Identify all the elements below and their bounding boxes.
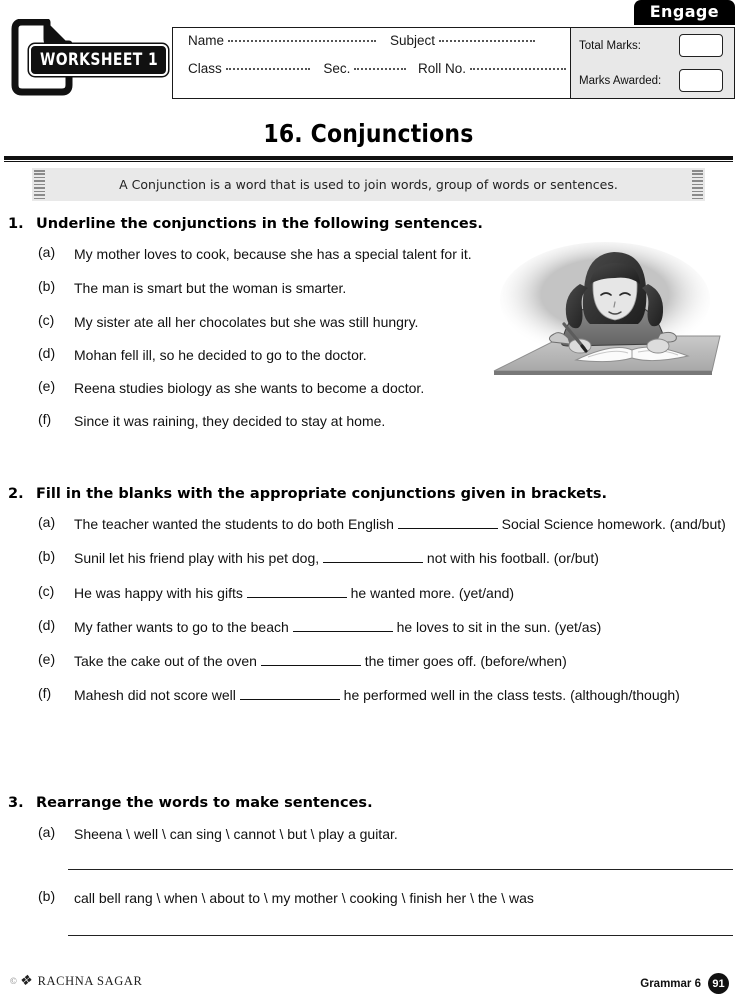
- question-2-instruction: Fill in the blanks with the appropriate conjunctions given in brackets.: [36, 486, 608, 502]
- sec-input[interactable]: [354, 68, 406, 70]
- question-2: [8, 486, 733, 706]
- total-marks-row: [571, 28, 734, 63]
- item-label: (a): [38, 244, 56, 260]
- definition-banner: [32, 168, 705, 201]
- definition-text: A Conjunction is a word that is used to join words, group of words or sentences.: [119, 177, 618, 192]
- item-label: (d): [38, 344, 56, 361]
- marks-awarded-row: [571, 63, 734, 98]
- item-text-after: the timer goes off. (before/when): [364, 653, 567, 670]
- publisher-credit: [10, 973, 142, 989]
- item-text: My sister ate all her chocolates but she was still hungry.: [74, 313, 419, 330]
- item-label: (d): [38, 616, 56, 633]
- item-text: [74, 685, 733, 705]
- item-text-after: he wanted more. (yet/and): [350, 584, 515, 601]
- item-text: The man is smart but the woman is smarter.: [74, 280, 347, 297]
- question-3: [8, 795, 733, 909]
- sec-label: Sec.: [323, 61, 351, 76]
- item-text: Reena studies biology as she wants to become a doctor.: [74, 380, 425, 397]
- question-2-item-e: [8, 651, 733, 671]
- engage-tab[interactable]: Engage: [634, 0, 735, 25]
- publisher-name: RACHNA SAGAR: [37, 973, 143, 988]
- item-label: (f): [38, 411, 52, 428]
- item-label: (e): [38, 651, 56, 668]
- answer-blank[interactable]: [398, 528, 498, 529]
- book-page-info: [640, 973, 729, 994]
- marks-box: [570, 28, 734, 98]
- item-text: [74, 548, 733, 568]
- question-1-item-d: [8, 345, 733, 365]
- question-2-item-d: [8, 617, 733, 637]
- marks-awarded-label: Marks Awarded:: [579, 74, 662, 87]
- question-1-heading: [8, 216, 733, 232]
- item-label: (c): [38, 311, 55, 328]
- item-label: (e): [38, 378, 56, 395]
- field-row-1: [188, 33, 566, 61]
- question-3-item-b: [8, 888, 733, 908]
- copyright-icon: ©: [10, 976, 18, 986]
- question-1-item-e: [8, 378, 733, 398]
- total-marks-label: Total Marks:: [579, 39, 641, 52]
- rachna-sagar-logo-icon: ❖: [18, 973, 36, 989]
- student-fields: [188, 33, 566, 93]
- item-label: (a): [38, 824, 56, 840]
- item-text: [74, 617, 733, 637]
- roll-field[interactable]: [418, 61, 566, 76]
- book-name: Grammar 6: [640, 977, 701, 990]
- question-2-heading: [8, 486, 733, 502]
- subject-label: Subject: [390, 33, 436, 48]
- item-label: (a): [38, 514, 56, 530]
- answer-line-3a[interactable]: [68, 869, 733, 870]
- item-label: (c): [38, 582, 55, 599]
- item-label: (b): [38, 278, 56, 295]
- item-text-before: Mahesh did not score well: [74, 687, 236, 704]
- item-text: Sheena \ well \ can sing \ cannot \ but \ play a guitar.: [74, 826, 398, 842]
- subject-input[interactable]: [439, 40, 535, 42]
- page-title: [0, 119, 737, 148]
- title-divider: [4, 156, 733, 160]
- question-3-instruction: Rearrange the words to make sentences.: [36, 795, 373, 811]
- item-label: (b): [38, 548, 56, 565]
- page-footer: [0, 973, 737, 1000]
- question-1: [8, 216, 733, 432]
- name-input[interactable]: [228, 40, 376, 42]
- answer-blank[interactable]: [247, 597, 347, 598]
- item-text: [74, 514, 733, 534]
- total-marks-input[interactable]: [679, 34, 723, 57]
- name-field[interactable]: [188, 33, 376, 48]
- item-text-after: not with his football. (or/but): [426, 550, 599, 567]
- question-1-item-b: [8, 278, 733, 298]
- page-number: 91: [708, 973, 729, 994]
- item-text: My mother loves to cook, because she has a special talent for it.: [74, 246, 472, 262]
- item-text-before: Sunil let his friend play with his pet dog,: [74, 550, 320, 567]
- answer-blank[interactable]: [240, 699, 340, 700]
- roll-input[interactable]: [470, 68, 566, 70]
- question-1-number: 1.: [8, 216, 24, 232]
- field-row-2: [188, 61, 566, 89]
- item-text: call bell rang \ when \ about to \ my mother \ cooking \ finish her \ the \ was: [74, 890, 534, 907]
- answer-line-3b[interactable]: [68, 935, 733, 936]
- spiral-binding-left-icon: [34, 170, 45, 199]
- item-label: (b): [38, 888, 56, 905]
- worksheet-logo: [7, 19, 167, 97]
- item-text: [74, 651, 733, 671]
- question-2-item-f: [8, 685, 733, 705]
- answer-blank[interactable]: [261, 665, 361, 666]
- item-text-before: The teacher wanted the students to do both English: [74, 516, 394, 532]
- item-text-before: My father wants to go to the beach: [74, 618, 289, 635]
- item-text-after: he performed well in the class tests. (although/though): [343, 687, 680, 704]
- question-1-item-c: [8, 312, 733, 332]
- page-title-text: 16. Conjunctions: [263, 119, 474, 148]
- class-label: Class: [188, 61, 222, 76]
- question-2-item-b: [8, 548, 733, 568]
- subject-field[interactable]: [390, 33, 535, 48]
- name-label: Name: [188, 33, 225, 48]
- sec-field[interactable]: [323, 61, 406, 76]
- answer-blank[interactable]: [293, 631, 393, 632]
- question-3-heading: [8, 795, 733, 811]
- class-input[interactable]: [226, 68, 310, 70]
- class-field[interactable]: [188, 61, 310, 76]
- question-1-item-a: [8, 244, 733, 264]
- worksheet-label: WORKSHEET 1: [39, 50, 158, 70]
- roll-label: Roll No.: [417, 61, 466, 76]
- question-2-number: 2.: [8, 486, 24, 502]
- marks-awarded-input[interactable]: [679, 69, 723, 92]
- question-1-instruction: Underline the conjunctions in the following sentences.: [36, 216, 483, 232]
- item-label: (f): [38, 685, 52, 702]
- item-text-before: He was happy with his gifts: [74, 584, 243, 601]
- item-text-after: he loves to sit in the sun. (yet/as): [396, 618, 602, 635]
- question-3-number: 3.: [8, 795, 24, 811]
- answer-blank[interactable]: [323, 562, 423, 563]
- question-2-item-c: [8, 583, 733, 603]
- spiral-binding-right-icon: [692, 170, 703, 199]
- question-1-item-f: [8, 411, 733, 431]
- item-text: [74, 583, 733, 603]
- question-2-item-a: [8, 514, 733, 534]
- item-text: Mohan fell ill, so he decided to go to the doctor.: [74, 346, 367, 363]
- item-text-before: Take the cake out of the oven: [74, 653, 257, 670]
- page-header: [0, 0, 737, 110]
- item-text: Since it was raining, they decided to stay at home.: [74, 413, 386, 430]
- item-text-after: Social Science homework. (and/but): [501, 516, 726, 532]
- question-3-item-a: [8, 824, 733, 844]
- worksheet-badge: [29, 44, 168, 76]
